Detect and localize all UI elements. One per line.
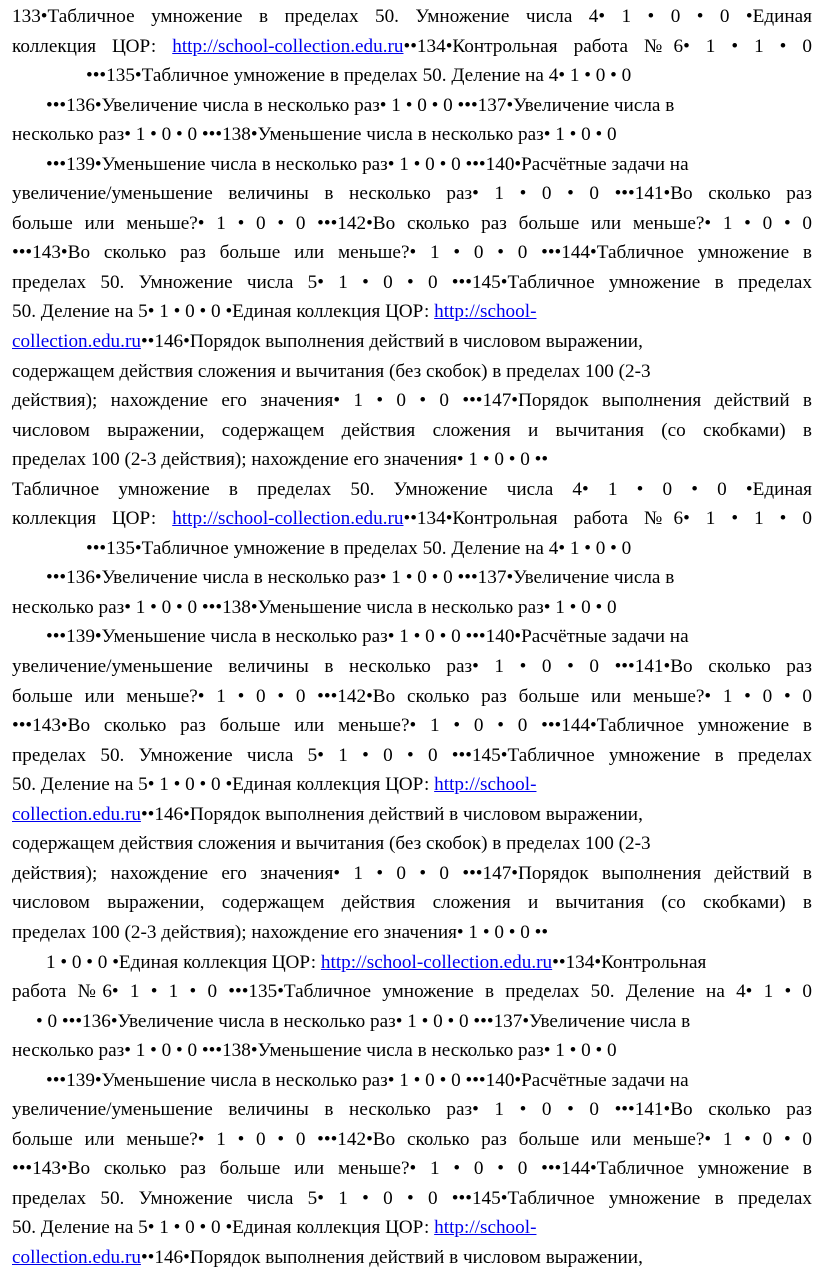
line-text: содержащем действия сложения и вычитания (без скобок) в пределах 100 (2-3 [12, 833, 651, 855]
line-text: •••139•Уменьшение числа в несколько раз• 1 • 0 • 0 •••140•Расчётные задачи на [46, 626, 689, 648]
document-body [12, 2, 812, 1273]
line-text: •••139•Уменьшение числа в несколько раз• 1 • 0 • 0 •••140•Расчётные задачи на [46, 1069, 689, 1091]
text-line [12, 2, 812, 32]
line-text: коллекция ЦОР: [12, 35, 173, 57]
text-line [12, 800, 812, 830]
text-line [12, 504, 812, 534]
text-line [12, 652, 812, 682]
text-line [12, 1213, 812, 1243]
line-text-after: ••146•Порядок выполнения действий в числовом выражении, [140, 331, 643, 353]
line-text: •••135•Табличное умножение в пределах 50. Деление на 4• 1 • 0 • 0 [86, 537, 632, 559]
text-line [12, 918, 812, 948]
line-text: 133•Табличное умножение в пределах 50. Умножение числа 4• 1 • 0 • 0 •Единая [12, 6, 812, 27]
cor-link[interactable]: collection.edu.ru [12, 1246, 141, 1268]
line-text: коллекция ЦОР: [12, 508, 173, 530]
text-line [12, 1154, 812, 1184]
line-text: •••143•Во сколько раз больше или меньше?• 1 • 0 • 0 •••144•Табличное умножение в [12, 1158, 812, 1180]
line-text: увеличение/уменьшение величины в несколько раз• 1 • 0 • 0 •••141•Во сколько раз [12, 183, 812, 205]
text-line [12, 593, 812, 623]
text-line [12, 416, 812, 446]
line-text: пределах 50. Умножение числа 5• 1 • 0 • 0 •••145•Табличное умножение в пределах [12, 744, 812, 766]
line-text: числовом выражении, содержащем действия сложения и вычитания (со скобками) в [12, 419, 812, 441]
line-text: действия); нахождение его значения• 1 • 0 • 0 •••147•Порядок выполнения действий в [12, 390, 812, 412]
line-text: увеличение/уменьшение величины в несколько раз• 1 • 0 • 0 •••141•Во сколько раз [12, 1099, 812, 1121]
text-line [12, 61, 812, 91]
line-text: 50. Деление на 5• 1 • 0 • 0 •Единая коллекция ЦОР: [12, 301, 435, 323]
text-line [12, 711, 812, 741]
line-text: пределах 50. Умножение числа 5• 1 • 0 • 0 •••145•Табличное умножение в пределах [12, 271, 812, 293]
line-text: пределах 50. Умножение числа 5• 1 • 0 • 0 •••145•Табличное умножение в пределах [12, 1187, 812, 1209]
text-line [12, 859, 812, 889]
line-text: больше или меньше?• 1 • 0 • 0 •••142•Во сколько раз больше или меньше?• 1 • 0 • 0 [12, 1128, 812, 1150]
text-line [12, 386, 812, 416]
text-line [12, 563, 812, 593]
line-text-after: ••134•Контрольная работа №6• 1 • 1 • 0 [403, 35, 812, 57]
line-text: •••143•Во сколько раз больше или меньше?• 1 • 0 • 0 •••144•Табличное умножение в [12, 242, 812, 264]
text-line [12, 1007, 812, 1037]
cor-link[interactable]: http://school-collection.edu.ru [172, 508, 404, 530]
cor-link[interactable]: http://school- [434, 774, 537, 796]
line-text: 50. Деление на 5• 1 • 0 • 0 •Единая коллекция ЦОР: [12, 1217, 435, 1239]
text-line [12, 475, 812, 505]
line-text: несколько раз• 1 • 0 • 0 •••138•Уменьшение числа в несколько раз• 1 • 0 • 0 [12, 1040, 617, 1062]
text-line [12, 534, 812, 564]
text-line [12, 1243, 812, 1273]
line-text: •••135•Табличное умножение в пределах 50. Деление на 4• 1 • 0 • 0 [86, 65, 632, 87]
text-line [12, 888, 812, 918]
text-line [12, 238, 812, 268]
line-text: •••143•Во сколько раз больше или меньше?• 1 • 0 • 0 •••144•Табличное умножение в [12, 715, 812, 737]
line-text: действия); нахождение его значения• 1 • 0 • 0 •••147•Порядок выполнения действий в [12, 862, 812, 884]
line-text: пределах 100 (2-3 действия); нахождение его значения• 1 • 0 • 0 •• [12, 921, 549, 943]
text-line [12, 977, 812, 1007]
text-line [12, 357, 812, 387]
text-line [12, 622, 812, 652]
line-text: работа №6• 1 • 1 • 0 •••135•Табличное умножение в пределах 50. Деление на 4• 1 • 0 [12, 981, 812, 1003]
line-text: несколько раз• 1 • 0 • 0 •••138•Уменьшение числа в несколько раз• 1 • 0 • 0 [12, 124, 617, 146]
text-line [12, 445, 812, 475]
line-text-after: ••146•Порядок выполнения действий в числовом выражении, [140, 803, 643, 825]
text-line [12, 741, 812, 771]
text-line [12, 91, 812, 121]
text-line [12, 150, 812, 180]
line-text: 1 • 0 • 0 •Единая коллекция ЦОР: [46, 951, 321, 973]
text-line [12, 297, 812, 327]
line-text: несколько раз• 1 • 0 • 0 •••138•Уменьшение числа в несколько раз• 1 • 0 • 0 [12, 596, 617, 618]
line-text: числовом выражении, содержащем действия сложения и вычитания (со скобками) в [12, 892, 812, 914]
text-line [12, 1095, 812, 1125]
line-text: •••136•Увеличение числа в несколько раз• 1 • 0 • 0 •••137•Увеличение числа в [46, 94, 675, 116]
line-text: •••136•Увеличение числа в несколько раз• 1 • 0 • 0 •••137•Увеличение числа в [46, 567, 675, 589]
text-line [12, 829, 812, 859]
cor-link[interactable]: http://school- [434, 1217, 537, 1239]
text-line [12, 1184, 812, 1214]
line-text: больше или меньше?• 1 • 0 • 0 •••142•Во сколько раз больше или меньше?• 1 • 0 • 0 [12, 212, 812, 234]
text-line [12, 327, 812, 357]
text-line [12, 120, 812, 150]
line-text: 50. Деление на 5• 1 • 0 • 0 •Единая коллекция ЦОР: [12, 774, 435, 796]
line-text: пределах 100 (2-3 действия); нахождение его значения• 1 • 0 • 0 •• [12, 449, 549, 471]
text-line [12, 948, 812, 978]
text-line [12, 1066, 812, 1096]
text-line [12, 32, 812, 62]
line-text: Табличное умножение в пределах 50. Умножение числа 4• 1 • 0 • 0 •Единая [12, 478, 812, 500]
cor-link[interactable]: collection.edu.ru [12, 803, 141, 825]
line-text: содержащем действия сложения и вычитания (без скобок) в пределах 100 (2-3 [12, 360, 651, 382]
line-text-after: ••134•Контрольная работа №6• 1 • 1 • 0 [403, 508, 812, 530]
cor-link[interactable]: http://school-collection.edu.ru [320, 951, 553, 973]
line-text: увеличение/уменьшение величины в несколько раз• 1 • 0 • 0 •••141•Во сколько раз [12, 656, 812, 678]
cor-link[interactable]: http://school- [434, 301, 537, 323]
line-text: •••139•Уменьшение числа в несколько раз• 1 • 0 • 0 •••140•Расчётные задачи на [46, 153, 689, 175]
text-line [12, 1036, 812, 1066]
line-text-after: ••134•Контрольная [552, 951, 707, 973]
cor-link[interactable]: collection.edu.ru [12, 331, 141, 353]
line-text-after: ••146•Порядок выполнения действий в числовом выражении, [140, 1246, 643, 1268]
line-text: больше или меньше?• 1 • 0 • 0 •••142•Во сколько раз больше или меньше?• 1 • 0 • 0 [12, 685, 812, 707]
text-line [12, 209, 812, 239]
cor-link[interactable]: http://school-collection.edu.ru [172, 35, 404, 57]
text-line [12, 770, 812, 800]
line-text: • 0 •••136•Увеличение числа в несколько раз• 1 • 0 • 0 •••137•Увеличение числа в [36, 1010, 691, 1032]
text-line [12, 1125, 812, 1155]
text-line [12, 268, 812, 298]
text-line [12, 682, 812, 712]
text-line [12, 179, 812, 209]
